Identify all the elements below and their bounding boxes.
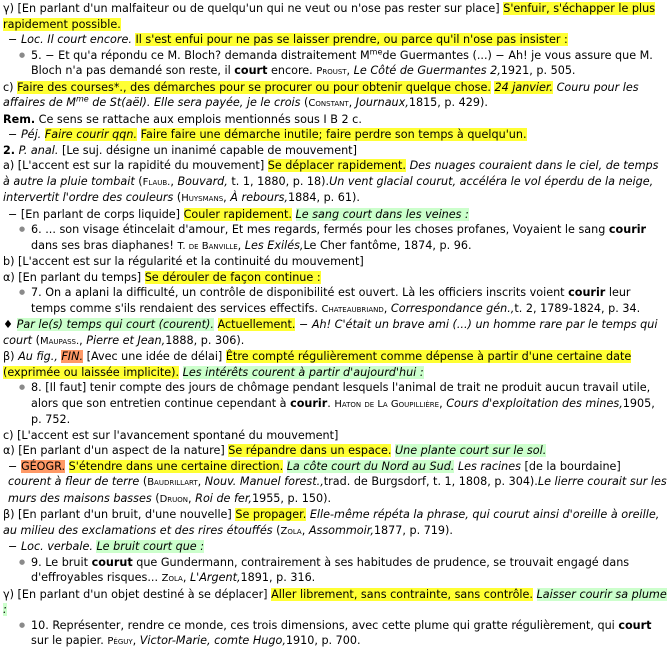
text-segment: , — [348, 96, 356, 109]
text-segment: que Gundermann, contrairement à ses habitudes de prudence, se trouvait engagé dans d'effroyables risques... — [31, 555, 630, 584]
text-segment: Péguy — [107, 636, 133, 647]
text-segment: t. 2, 1789-1824, p. 34. — [514, 301, 641, 315]
definition-line — [3, 143, 667, 159]
definition-line — [3, 254, 667, 270]
text-segment: La côte court du Nord au Sud. — [286, 459, 455, 473]
text-segment: Roi de fer, — [195, 491, 252, 505]
text-segment: , — [170, 174, 178, 188]
text-segment: Laisser courir sa plume : — [3, 587, 667, 616]
text-segment: , — [197, 475, 205, 488]
text-segment: court — [618, 618, 652, 632]
text-segment: L'Argent, — [189, 571, 241, 584]
text-segment: Baudrillart — [147, 477, 198, 488]
text-segment: Journaux, — [355, 96, 409, 109]
text-segment — [214, 318, 218, 331]
text-segment: 1910, p. 700. — [285, 634, 361, 647]
text-segment: γ) [En parlant d'un malfaiteur ou de quelqu'un qui ne veut ou n'ose pas rester sur place] — [3, 2, 504, 15]
definition-line — [3, 1, 667, 32]
text-segment: γ) [En parlant d'un objet destiné à se déplacer] — [3, 587, 272, 601]
text-segment: , — [346, 64, 354, 77]
text-segment: Ce sens se rattache aux emplois mentionnés sous I B 2 c. — [35, 112, 362, 126]
text-segment: Loc. Il court encore. — [20, 33, 132, 46]
citation-line — [3, 618, 667, 650]
definition-line — [3, 443, 667, 459]
text-segment: Des nuages couraient dans le ciel, de temps à autre la pluie tombait — [3, 159, 659, 188]
text-segment: ( — [300, 96, 309, 109]
text-segment: Rem. — [3, 112, 36, 126]
text-segment: ( — [272, 523, 281, 537]
text-segment: courir — [568, 286, 606, 299]
definition-line — [3, 349, 667, 380]
text-segment: [Le suj. désigne un inanimé capable de mouvement] — [58, 143, 357, 157]
text-segment: 9. Le bruit — [31, 555, 92, 569]
text-segment: Le lierre courait sur les murs des maisons basses — [8, 475, 667, 505]
definition-line — [3, 539, 667, 555]
text-segment: 10. Représenter, rendre ce monde, ces trois dimensions, avec cette plume qui gratte régulièrement, qui — [31, 618, 619, 632]
text-segment: c) — [3, 80, 18, 94]
text-segment: 6. ... son visage étincelait d'amour, Et mes regards, fermés pour les choses profanes, Voyaient le sang — [31, 223, 609, 236]
text-segment: Le Cher fantôme, 1874, p. 96. — [303, 238, 472, 252]
text-segment: me — [369, 46, 383, 56]
citation-line — [3, 380, 667, 428]
text-segment: b) [L'accent est sur la régularité et la continuité du mouvement] — [3, 255, 364, 268]
text-segment: P. anal. — [18, 143, 59, 157]
text-segment: Un vent glacial courut, accéléra le vol éperdu de la neige, intervertit l'ordre des couleurs — [3, 174, 654, 204]
text-segment: trad. de Burgsdorf, t. 1, 1808, p. 304). — [323, 475, 538, 488]
text-segment: S'enfuir, s'échapper le plus rapidement possible. — [3, 2, 656, 31]
definition-line — [3, 80, 667, 112]
text-segment: , — [223, 191, 231, 204]
text-segment: Le sang court dans les veines : — [295, 207, 469, 221]
text-segment: leur temps comme s'ils rendaient des services effectifs. — [31, 286, 631, 315]
text-segment: Le bruit court que : — [96, 540, 204, 553]
text-segment: ( — [173, 191, 182, 204]
text-segment: Faire faire une démarche inutile; faire perdre son temps à quelqu'un. — [140, 128, 527, 141]
text-segment: Se dérouler de façon continue : — [144, 270, 321, 284]
text-segment: 1955, p. 150). — [251, 491, 332, 505]
text-segment: S'étendre dans une certaine direction. — [68, 459, 284, 473]
text-segment: Maupass. — [40, 335, 80, 347]
text-segment: − — [8, 540, 21, 553]
text-segment: de Guermantes (...) − Ah! je vous assure que M. Bloch n'a pas demandé son reste, il — [31, 48, 653, 77]
text-segment: Couru pour les affaires de M — [3, 80, 639, 109]
text-segment: − — [8, 128, 21, 141]
text-segment: , — [237, 238, 245, 252]
definition-line — [3, 207, 667, 223]
text-segment: À rebours, — [230, 191, 288, 204]
text-segment: , — [188, 491, 196, 505]
definition-line — [3, 317, 667, 349]
text-segment: 1891, p. 316. — [240, 571, 316, 584]
text-segment: T. de Banville — [177, 240, 238, 252]
text-segment: ( — [134, 174, 143, 188]
text-segment: , — [132, 634, 140, 647]
text-segment: Faire des courses*., des démarches pour se procurer ou pour obtenir quelque chose. — [17, 80, 491, 94]
text-segment: Faire courir qqn. — [44, 128, 138, 141]
text-segment: , — [439, 396, 447, 410]
text-segment: Zola — [161, 573, 183, 584]
text-segment: 2. — [3, 143, 16, 157]
text-segment: Assommoir, — [308, 523, 374, 537]
text-segment: − — [295, 318, 312, 331]
text-segment — [533, 588, 537, 601]
text-segment: ( — [139, 475, 148, 488]
text-segment: Druon — [159, 493, 189, 505]
text-segment: − [En parlant de corps liquide] — [8, 207, 184, 221]
text-segment: β) [En parlant d'un bruit, d'une nouvelle] — [3, 508, 236, 521]
text-segment: Être compté régulièrement comme dépense à partir d'une certaine date (exprimée ou laissée implicite). — [3, 350, 632, 379]
definition-line — [3, 428, 667, 444]
text-segment: Elle-même répéta la phrase, qui courut ainsi d'oreille à oreille, au milieu des exclamations et des rires étouffés — [3, 508, 660, 537]
text-segment: Nouv. Manuel forest., — [204, 475, 324, 488]
definition-line — [3, 127, 667, 143]
text-segment: 1905, p. 752. — [31, 396, 655, 426]
citation-line — [3, 555, 667, 587]
text-segment: , — [79, 333, 87, 347]
text-segment: 8. [Il faut] tenir compte des jours de chômage pendant lesquels l'animal de trait ne produit aucun travail utile, alors que son entretien continue cependant à — [31, 381, 651, 410]
text-segment: Péj. — [20, 128, 42, 141]
text-segment: [de la bourdaine] — [520, 459, 621, 473]
text-segment: Flaub. — [142, 176, 171, 188]
text-segment: , — [301, 523, 309, 537]
text-segment: 1815, p. 429). — [408, 96, 488, 109]
text-segment: encore. — [267, 64, 317, 77]
text-segment: de St(aël). Elle sera payée, je le crois — [88, 96, 301, 109]
text-segment: 5. − Et qu'a répondu ce M. Bloch? demanda distraitement M — [31, 48, 370, 62]
text-segment: FIN. — [61, 350, 84, 363]
text-segment: Au fig., — [18, 350, 58, 363]
text-segment: court — [234, 64, 268, 77]
text-segment — [292, 208, 296, 221]
text-segment: , — [182, 571, 190, 584]
text-segment: c) [L'accent est sur l'avancement spontané du mouvement] — [3, 428, 339, 442]
text-segment: , — [383, 301, 391, 315]
text-segment: Loc. verbale. — [20, 540, 93, 553]
text-segment: Le Côté de Guermantes 2, — [353, 64, 501, 77]
definition-line — [3, 112, 667, 128]
text-segment: . — [327, 396, 335, 410]
text-segment: sur le papier. — [31, 634, 108, 647]
text-segment: courent à fleur de terre — [8, 475, 140, 488]
text-segment: Cours d'exploitation des mines, — [446, 396, 623, 410]
text-segment: Zola — [280, 525, 302, 537]
text-segment: Huysmans — [181, 193, 224, 204]
text-segment: ( — [151, 491, 160, 505]
text-segment: α) [En parlant du temps] — [3, 270, 145, 284]
text-segment: [Avec une idée de délai] — [83, 350, 226, 363]
text-segment: Par le(s) temps qui court (courent). — [16, 318, 214, 331]
text-segment: Proust — [316, 66, 347, 77]
citation-line — [3, 48, 667, 80]
text-segment: 1921, p. 505. — [500, 64, 576, 77]
text-segment: Haton de La Goupillière — [334, 398, 440, 410]
text-segment: 1888, p. 306). — [165, 333, 245, 347]
definition-line — [3, 459, 667, 508]
text-segment: 1877, p. 719). — [373, 523, 453, 537]
text-segment: Se déplacer rapidement. — [267, 159, 406, 172]
text-segment: 1884, p. 61). — [287, 191, 360, 204]
definition-line — [3, 587, 667, 618]
text-segment: Les intérêts courent à partir d'aujourd'hui : — [182, 365, 424, 379]
text-segment: Chateaubriand — [321, 303, 384, 315]
text-segment: Couler rapidement. — [183, 207, 292, 221]
text-segment: α) [En parlant d'un aspect de la nature] — [3, 444, 229, 457]
text-segment: Se répandre dans un espace. — [228, 444, 392, 457]
text-segment: β) — [3, 350, 19, 363]
text-segment: Bouvard, — [177, 174, 228, 188]
text-segment: − — [8, 459, 21, 473]
citation-line — [3, 285, 667, 317]
text-segment: Correspondance gén., — [390, 301, 515, 315]
text-segment: Pierre et Jean, — [86, 333, 166, 347]
text-segment: courir — [608, 223, 647, 236]
text-segment: dans ses bras diaphanes! — [31, 238, 178, 252]
definition-line — [3, 507, 667, 539]
text-segment: me — [75, 94, 89, 104]
text-segment: Les racines — [457, 459, 521, 473]
text-segment: Il s'est enfui pour ne pas se laisser prendre, ou parce qu'il n'ose pas insister : — [135, 33, 568, 46]
text-segment: 24 janvier. — [494, 80, 554, 94]
text-segment: Victor-Marie, comte Hugo, — [139, 634, 286, 647]
text-segment: ( — [32, 333, 40, 347]
citation-line — [3, 222, 667, 254]
text-segment: t. 1, 1880, p. 18). — [227, 174, 330, 188]
text-segment: − — [8, 33, 21, 46]
text-segment: Actuellement. — [217, 318, 296, 331]
text-segment: Constant — [308, 98, 349, 109]
text-segment: Ah! C'était un brave ami (...) un homme rare par le temps qui court — [3, 318, 658, 347]
text-segment: Une plante court sur le sol. — [394, 444, 547, 457]
text-segment: courir — [290, 396, 328, 410]
text-segment: Se propager. — [235, 508, 307, 521]
text-segment: a) [L'accent est sur la rapidité du mouvement] — [3, 159, 268, 172]
text-segment: courut — [91, 555, 133, 569]
text-segment: ♦ — [3, 318, 17, 331]
text-segment: Aller librement, sans contrainte, sans contrôle. — [271, 587, 533, 601]
definition-line — [3, 270, 667, 286]
text-segment: 7. On a aplani la difficulté, un contrôle de disponibilité est ouvert. Là les officiers inscrits voient — [31, 286, 569, 299]
definition-line — [3, 158, 667, 207]
text-segment: Les Exilés, — [244, 238, 304, 252]
definition-line — [3, 32, 667, 48]
text-segment: GÉOGR. — [20, 459, 66, 473]
